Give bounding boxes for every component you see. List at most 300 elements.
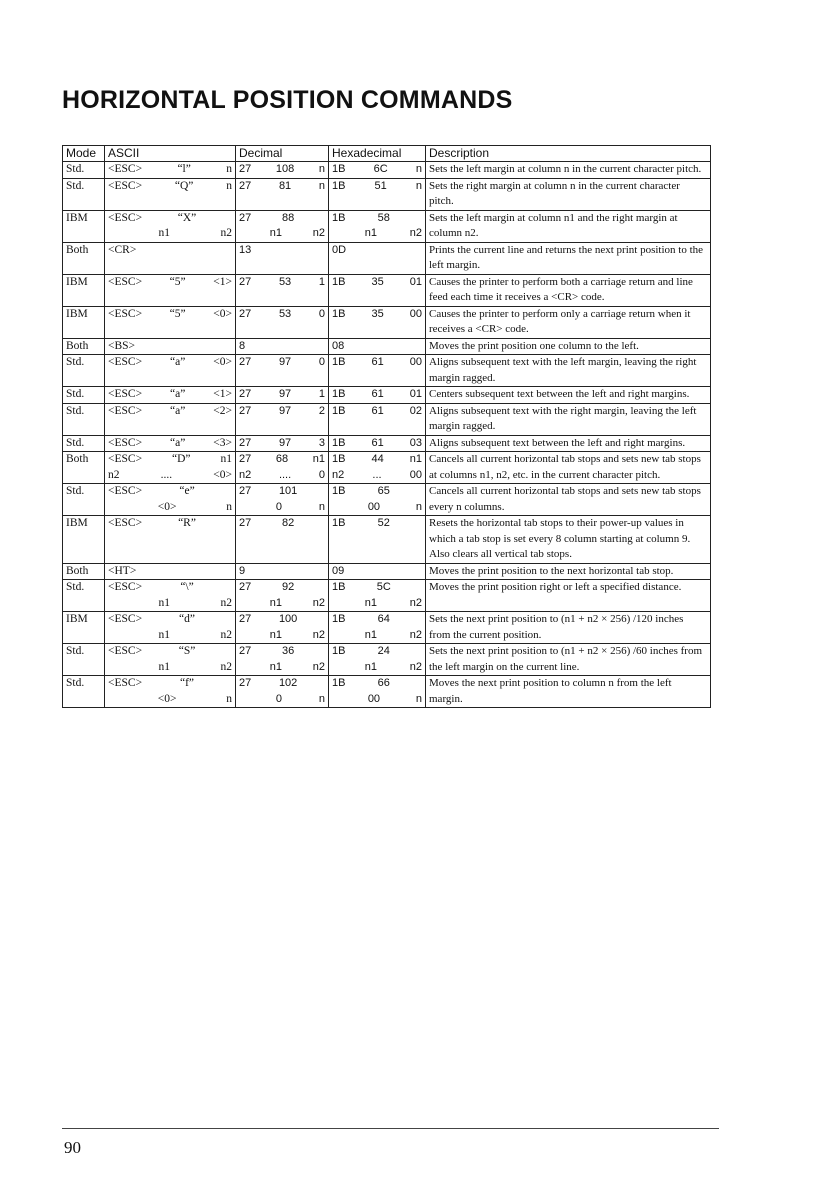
mode-value: IBM — [66, 613, 88, 625]
hex-token: 01 — [409, 388, 422, 400]
ascii-line — [108, 211, 232, 227]
table-row — [63, 435, 711, 452]
hex-cell — [329, 242, 426, 274]
ascii-cell — [105, 355, 236, 387]
decimal-cell — [236, 435, 329, 452]
ascii-token: n1 — [158, 596, 170, 609]
ascii-token: <ESC> — [108, 388, 143, 400]
hex-line — [332, 387, 422, 403]
ascii-token: n2 — [220, 227, 232, 239]
ascii-line — [108, 564, 232, 580]
ascii-token: <0> — [213, 356, 232, 368]
decimal-line — [239, 692, 325, 708]
hex-cell — [329, 484, 426, 516]
decimal-token: 13 — [239, 243, 252, 256]
ascii-token: <2> — [213, 404, 232, 417]
mode-value: IBM — [66, 307, 88, 320]
mode-value: Both — [66, 453, 89, 465]
ascii-token: <ESC> — [108, 275, 143, 288]
description-cell: Causes the printer to perform only a carriage return when it receives a <CR> code. — [426, 306, 711, 338]
decimal-token: 88 — [282, 211, 295, 224]
decimal-line — [239, 516, 325, 532]
hex-token: 1B — [332, 211, 346, 224]
hex-token: 1B — [332, 453, 346, 465]
hex-token: 1B — [332, 677, 346, 689]
decimal-line — [239, 307, 325, 323]
mode-value: IBM — [66, 275, 88, 288]
mode-value: Std. — [66, 163, 85, 175]
hex-token: ... — [372, 468, 382, 481]
table-row — [63, 162, 711, 179]
decimal-line — [239, 580, 325, 596]
decimal-cell — [236, 676, 329, 708]
ascii-token: <ESC> — [108, 307, 143, 320]
decimal-token: n — [318, 163, 325, 175]
decimal-token: 97 — [278, 404, 292, 417]
decimal-token: 100 — [278, 613, 298, 625]
mode-cell — [63, 338, 105, 355]
hex-line — [332, 580, 422, 596]
hex-cell — [329, 162, 426, 179]
ascii-token: .... — [160, 468, 173, 481]
hex-line — [332, 644, 422, 660]
hex-cell — [329, 306, 426, 338]
table-row — [63, 274, 711, 306]
ascii-line — [108, 580, 232, 596]
decimal-token: 102 — [278, 677, 298, 689]
decimal-cell — [236, 516, 329, 564]
hex-token: 6C — [373, 163, 388, 175]
ascii-token: “a” — [170, 356, 186, 368]
hex-cell — [329, 403, 426, 435]
hex-token: n2 — [409, 628, 422, 641]
decimal-token: n — [318, 692, 325, 705]
hex-token: 1B — [332, 436, 346, 449]
hex-cell — [329, 210, 426, 242]
mode-cell — [63, 676, 105, 708]
horizontal-position-commands-table — [62, 145, 711, 708]
ascii-line — [108, 484, 232, 500]
mode-value: IBM — [66, 211, 88, 224]
hex-token: 52 — [377, 517, 390, 529]
hex-token: 5C — [376, 581, 391, 593]
ascii-token: <ESC> — [108, 404, 143, 417]
decimal-line — [239, 676, 325, 692]
ascii-token: <0> — [213, 468, 232, 481]
ascii-token: n1 — [220, 453, 232, 465]
table-row — [63, 644, 711, 676]
ascii-cell — [105, 338, 236, 355]
decimal-cell — [236, 338, 329, 355]
ascii-line — [108, 179, 232, 195]
hex-token: 1B — [332, 485, 346, 497]
hex-token: n1 — [364, 596, 377, 609]
ascii-line — [108, 275, 232, 291]
mode-value: Both — [66, 564, 89, 577]
hex-token: 51 — [374, 179, 387, 192]
decimal-line — [239, 612, 325, 628]
description-cell: Sets the next print position to (n1 + n2 × 256) /60 inches from the left margin on the current line. — [426, 644, 711, 676]
mode-cell — [63, 484, 105, 516]
hex-token: n1 — [364, 660, 377, 673]
mode-cell — [63, 516, 105, 564]
hex-line — [332, 211, 422, 227]
decimal-token: 27 — [239, 307, 252, 320]
table-row — [63, 178, 711, 210]
hex-cell — [329, 644, 426, 676]
decimal-token: 53 — [278, 275, 292, 288]
header-mode: Mode — [63, 146, 105, 162]
ascii-cell — [105, 162, 236, 179]
ascii-line — [108, 226, 232, 242]
hex-token: 08 — [332, 339, 345, 352]
hex-cell — [329, 338, 426, 355]
mode-value: Both — [66, 243, 89, 256]
hex-token: n2 — [409, 227, 422, 239]
ascii-token: “d” — [179, 613, 196, 625]
hex-line — [332, 179, 422, 195]
ascii-token: n2 — [220, 596, 232, 609]
hex-cell — [329, 452, 426, 484]
decimal-line — [239, 452, 325, 468]
ascii-token: “Q” — [174, 179, 194, 192]
ascii-token: <ESC> — [108, 211, 143, 224]
ascii-cell — [105, 563, 236, 580]
decimal-cell — [236, 484, 329, 516]
decimal-token: 1 — [318, 388, 325, 400]
description-cell: Sets the left margin at column n1 and the right margin at column n2. — [426, 210, 711, 242]
ascii-token: <0> — [157, 692, 177, 705]
ascii-cell — [105, 612, 236, 644]
ascii-line — [108, 404, 232, 420]
ascii-token: <ESC> — [108, 485, 143, 497]
mode-cell — [63, 162, 105, 179]
hex-token: n2 — [409, 596, 422, 609]
ascii-line — [108, 692, 232, 708]
description-cell: Moves the print position to the next horizontal tab stop. — [426, 563, 711, 580]
decimal-token: n — [318, 179, 325, 192]
decimal-token: 82 — [282, 517, 295, 529]
ascii-token: <ESC> — [108, 677, 143, 689]
table-header-row — [63, 146, 711, 162]
ascii-token: <ESC> — [108, 645, 143, 657]
decimal-line — [239, 387, 325, 403]
ascii-line — [108, 436, 232, 452]
mode-cell — [63, 387, 105, 404]
decimal-token: 0 — [318, 356, 325, 368]
mode-cell — [63, 563, 105, 580]
hex-token: n — [415, 179, 422, 192]
ascii-token: <3> — [213, 436, 232, 449]
ascii-token: <ESC> — [108, 613, 143, 625]
mode-cell — [63, 644, 105, 676]
hex-token: 1B — [332, 404, 346, 417]
ascii-token: “e” — [179, 485, 195, 497]
ascii-token: <ESC> — [108, 453, 143, 465]
ascii-line — [108, 628, 232, 644]
mode-cell — [63, 306, 105, 338]
decimal-token: 27 — [239, 613, 252, 625]
header-decimal: Decimal — [236, 146, 329, 162]
hex-token: 1B — [332, 163, 346, 175]
ascii-cell — [105, 580, 236, 612]
hex-line — [332, 564, 422, 580]
hex-cell — [329, 612, 426, 644]
ascii-token: n — [226, 179, 232, 192]
hex-token: 66 — [377, 677, 390, 689]
hex-line — [332, 243, 422, 259]
mode-cell — [63, 178, 105, 210]
hex-token: 1B — [332, 356, 346, 368]
decimal-cell — [236, 452, 329, 484]
decimal-line — [239, 275, 325, 291]
decimal-token: 97 — [278, 356, 292, 368]
ascii-cell — [105, 452, 236, 484]
decimal-token: 0 — [318, 468, 325, 481]
ascii-cell — [105, 644, 236, 676]
decimal-token: 53 — [278, 307, 292, 320]
hex-line — [332, 226, 422, 242]
decimal-token: 97 — [278, 436, 292, 449]
hex-cell — [329, 563, 426, 580]
decimal-cell — [236, 306, 329, 338]
decimal-token: n1 — [269, 628, 282, 641]
hex-token: 01 — [409, 275, 422, 288]
ascii-token: <ESC> — [108, 163, 143, 175]
hex-token: 1B — [332, 388, 346, 400]
decimal-line — [239, 179, 325, 195]
ascii-line — [108, 644, 232, 660]
table-row — [63, 452, 711, 484]
ascii-token: “X” — [177, 211, 197, 224]
table-row — [63, 403, 711, 435]
mode-value: Std. — [66, 436, 85, 449]
hex-token: 1B — [332, 517, 346, 529]
description-cell: Moves the next print position to column n from the left margin. — [426, 676, 711, 708]
decimal-line — [239, 355, 325, 371]
ascii-token: <CR> — [108, 243, 137, 256]
description-cell: Sets the left margin at column n in the current character pitch. — [426, 162, 711, 179]
decimal-cell — [236, 612, 329, 644]
ascii-token: <1> — [213, 388, 232, 400]
table-row — [63, 242, 711, 274]
decimal-line — [239, 339, 325, 355]
hex-token: 1B — [332, 307, 346, 320]
hex-line — [332, 516, 422, 532]
decimal-token: n2 — [312, 628, 325, 641]
table-row — [63, 355, 711, 387]
mode-value: Std. — [66, 645, 85, 657]
decimal-token: 27 — [239, 517, 252, 529]
ascii-line — [108, 676, 232, 692]
decimal-token: n2 — [312, 596, 325, 609]
hex-line — [332, 468, 422, 484]
mode-value: Std. — [66, 677, 85, 689]
decimal-token: 27 — [239, 211, 252, 224]
ascii-cell — [105, 516, 236, 564]
ascii-line — [108, 596, 232, 612]
decimal-cell — [236, 178, 329, 210]
ascii-token: <ESC> — [108, 581, 143, 593]
hex-token: 0D — [332, 243, 347, 256]
decimal-token: 1 — [318, 275, 325, 288]
ascii-line — [108, 387, 232, 403]
mode-value: Both — [66, 339, 89, 352]
hex-line — [332, 596, 422, 612]
header-ascii: ASCII — [105, 146, 236, 162]
hex-token: 1B — [332, 581, 346, 593]
hex-line — [332, 339, 422, 355]
decimal-token: 68 — [275, 453, 289, 465]
decimal-line — [239, 660, 325, 676]
description-cell: Aligns subsequent text with the left margin, leaving the right margin ragged. — [426, 355, 711, 387]
decimal-token: 101 — [278, 485, 298, 497]
ascii-token: <1> — [213, 275, 232, 288]
hex-token: 61 — [371, 356, 384, 368]
hex-token: n2 — [332, 468, 345, 481]
decimal-token: 27 — [239, 356, 252, 368]
ascii-line — [108, 468, 232, 484]
hex-line — [332, 500, 422, 516]
ascii-line — [108, 612, 232, 628]
hex-token: 44 — [371, 453, 384, 465]
decimal-line — [239, 596, 325, 612]
description-cell: Aligns subsequent text with the right margin, leaving the left margin ragged. — [426, 403, 711, 435]
ascii-token: “a” — [170, 404, 186, 417]
hex-line — [332, 452, 422, 468]
ascii-token: “5” — [169, 275, 186, 288]
ascii-cell — [105, 484, 236, 516]
decimal-token: 27 — [239, 163, 252, 175]
ascii-token: n — [226, 163, 232, 175]
decimal-line — [239, 644, 325, 660]
mode-value: Std. — [66, 485, 85, 497]
hex-token: 35 — [371, 307, 384, 320]
hex-line — [332, 162, 422, 178]
page-number: 90 — [64, 1138, 81, 1157]
decimal-token: 9 — [239, 564, 246, 577]
decimal-cell — [236, 162, 329, 179]
ascii-cell — [105, 306, 236, 338]
decimal-line — [239, 211, 325, 227]
hex-token: 00 — [409, 307, 422, 320]
mode-value: Std. — [66, 179, 85, 192]
description-cell: Cancels all current horizontal tab stops and sets new tab stops at columns n1, n2, etc. in the current character pitch. — [426, 452, 711, 484]
hex-line — [332, 692, 422, 708]
mode-cell — [63, 612, 105, 644]
hex-line — [332, 484, 422, 500]
decimal-cell — [236, 242, 329, 274]
decimal-token: 108 — [275, 163, 295, 175]
hex-token: 24 — [377, 645, 390, 657]
decimal-token: n1 — [269, 660, 282, 673]
description-cell: Cancels all current horizontal tab stops and sets new tab stops every n columns. — [426, 484, 711, 516]
hex-cell — [329, 580, 426, 612]
decimal-token: n — [318, 500, 325, 513]
description-cell: Resets the horizontal tab stops to their power-up values in which a tab stop is set every 8 column starting at column 9. Also clears all vertical tab stops. — [426, 516, 711, 564]
ascii-token: “l” — [177, 163, 191, 175]
page-title: HORIZONTAL POSITION COMMANDS — [62, 86, 513, 114]
ascii-token: n1 — [158, 660, 170, 673]
decimal-token: 0 — [275, 500, 282, 513]
decimal-cell — [236, 580, 329, 612]
decimal-token: 27 — [239, 485, 252, 497]
decimal-token: 27 — [239, 179, 252, 192]
decimal-token: 2 — [318, 404, 325, 417]
ascii-line — [108, 307, 232, 323]
mode-cell — [63, 403, 105, 435]
decimal-token: 27 — [239, 388, 252, 400]
ascii-token: “5” — [169, 307, 186, 320]
hex-line — [332, 307, 422, 323]
table-row — [63, 563, 711, 580]
decimal-token: 8 — [239, 339, 246, 352]
ascii-token: “D” — [172, 453, 191, 465]
hex-line — [332, 628, 422, 644]
ascii-token: <0> — [157, 500, 177, 513]
decimal-cell — [236, 644, 329, 676]
ascii-line — [108, 660, 232, 676]
ascii-line — [108, 243, 232, 259]
hex-line — [332, 404, 422, 420]
ascii-line — [108, 500, 232, 516]
ascii-cell — [105, 178, 236, 210]
ascii-token: <ESC> — [108, 436, 143, 449]
description-cell: Sets the right margin at column n in the current character pitch. — [426, 178, 711, 210]
ascii-cell — [105, 676, 236, 708]
ascii-token: <ESC> — [108, 517, 143, 529]
mode-cell — [63, 355, 105, 387]
mode-cell — [63, 242, 105, 274]
decimal-line — [239, 564, 325, 580]
decimal-cell — [236, 274, 329, 306]
ascii-token: “a” — [170, 436, 186, 449]
decimal-token: n1 — [269, 227, 282, 239]
ascii-cell — [105, 210, 236, 242]
hex-token: n — [415, 163, 422, 175]
hex-cell — [329, 387, 426, 404]
decimal-token: 97 — [278, 388, 292, 400]
decimal-line — [239, 468, 325, 484]
hex-token: 61 — [371, 436, 384, 449]
ascii-line — [108, 452, 232, 468]
decimal-line — [239, 243, 325, 259]
decimal-cell — [236, 403, 329, 435]
ascii-line — [108, 516, 232, 532]
ascii-token: <HT> — [108, 564, 137, 577]
ascii-cell — [105, 242, 236, 274]
hex-token: n — [415, 692, 422, 705]
ascii-token: <BS> — [108, 339, 136, 352]
hex-line — [332, 275, 422, 291]
ascii-cell — [105, 274, 236, 306]
decimal-token: 36 — [282, 645, 295, 657]
decimal-line — [239, 628, 325, 644]
hex-cell — [329, 274, 426, 306]
description-cell: Causes the printer to perform both a carriage return and line feed each time it receives a <CR> code. — [426, 274, 711, 306]
description-cell: Sets the next print position to (n1 + n2 × 256) /120 inches from the current position. — [426, 612, 711, 644]
ascii-token: “f” — [180, 677, 195, 689]
hex-token: 1B — [332, 645, 346, 657]
decimal-line — [239, 500, 325, 516]
decimal-token: n1 — [269, 596, 282, 609]
hex-cell — [329, 178, 426, 210]
ascii-token: n — [226, 692, 232, 705]
mode-value: IBM — [66, 517, 88, 529]
hex-token: 1B — [332, 613, 346, 625]
mode-cell — [63, 210, 105, 242]
hex-token: 00 — [409, 356, 422, 368]
